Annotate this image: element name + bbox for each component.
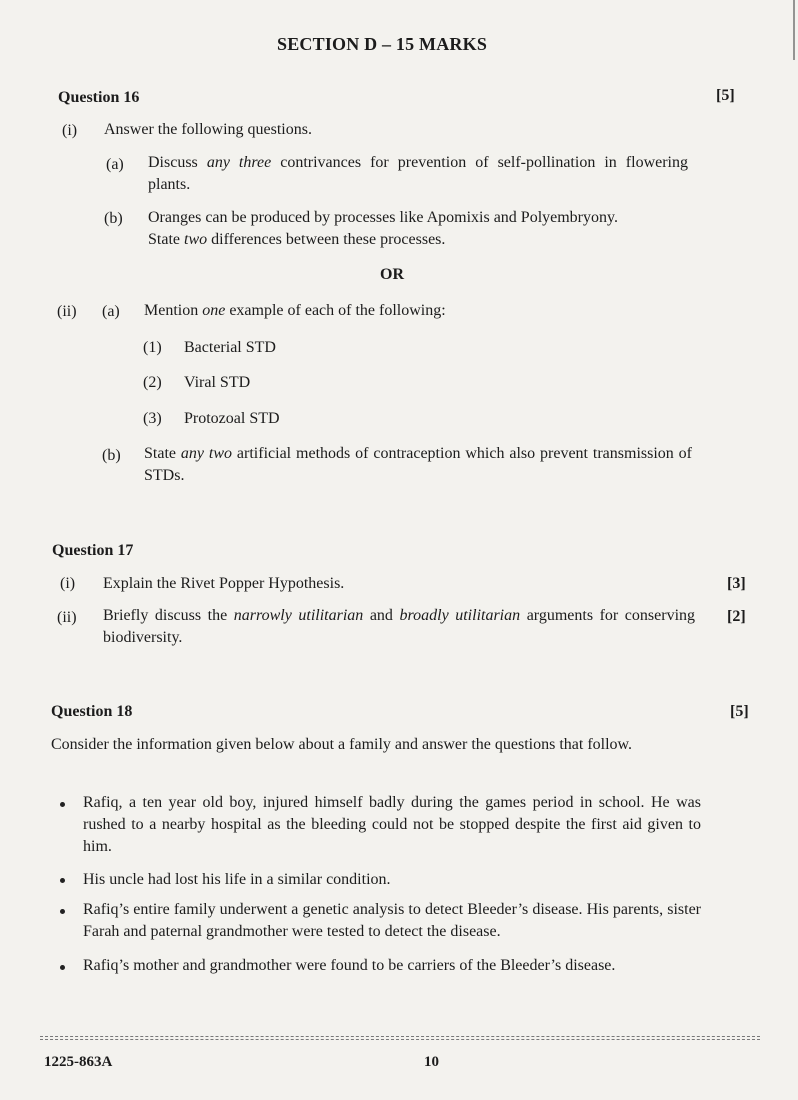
- footer-divider-2: [40, 1039, 760, 1040]
- footer-divider: [40, 1036, 760, 1037]
- q16-i-label: (i): [62, 122, 78, 139]
- q18-bullet-3: Rafiq’s entire family underwent a genetic analysis to detect Bleeder’s disease. His parents, sister Farah and paternal grandmother were tested to detect the disease.: [83, 901, 701, 940]
- q16-ii-b-post: artificial methods of contraception which also prevent transmission of STDs.: [144, 445, 693, 484]
- q18-bullet-4: Rafiq’s mother and grandmother were found to be carriers of the Bleeder’s disease.: [83, 957, 616, 974]
- q17-ii-pre: Briefly discuss the: [103, 607, 234, 624]
- q17-ii-mid: and: [363, 607, 400, 624]
- q16-ii-b-emphasis: any two: [180, 445, 233, 462]
- q16-a-post: contrivances for prevention of self-pollination in flowering plants.: [148, 154, 689, 193]
- q16-ii-b-text: [144, 443, 692, 487]
- q16-ii-label: (ii): [57, 303, 77, 320]
- bullet-1: [60, 802, 65, 807]
- q16-ii-a-label: (a): [102, 303, 120, 320]
- list-item-text-2: Viral STD: [184, 374, 251, 391]
- q16-ii-b-pre: State: [144, 445, 181, 462]
- q16-title: Question 16: [58, 89, 140, 106]
- q16-b-pre: State: [148, 231, 184, 248]
- bullet-3: [60, 909, 65, 914]
- q17-ii-marks: [2]: [727, 608, 746, 625]
- q17-ii-emphasis-1: narrowly utilitarian: [233, 607, 364, 624]
- scan-edge-mark: [793, 0, 795, 60]
- q17-ii-label: (ii): [57, 609, 77, 626]
- q16-i-text: Answer the following questions.: [104, 121, 312, 138]
- q16-a-label: (a): [106, 156, 124, 173]
- list-item-num-3: (3): [143, 410, 162, 427]
- q17-ii-emphasis-2: broadly utilitarian: [399, 607, 521, 624]
- q16-ii-a-emphasis: one: [202, 302, 226, 319]
- q16-a-emphasis: any three: [206, 154, 272, 171]
- bullet-2: [60, 878, 65, 883]
- q18-bullet-1: Rafiq, a ten year old boy, injured himself badly during the games period in school. He was rushed to a nearby hospital as the bleeding could not be stopped despite the first aid given to him.: [83, 794, 701, 855]
- q16-ii-a-post: example of each of the following:: [225, 302, 446, 319]
- q17-i-marks: [3]: [727, 575, 746, 592]
- or-separator: OR: [380, 266, 404, 283]
- q16-a-pre: Discuss: [148, 154, 207, 171]
- section-title: SECTION D – 15 MARKS: [277, 34, 488, 54]
- q16-b-post: differences between these processes.: [207, 231, 446, 248]
- list-item-text-3: Protozoal STD: [184, 410, 280, 427]
- list-item-num-1: (1): [143, 339, 162, 356]
- list-item-text-1: Bacterial STD: [184, 339, 276, 356]
- q16-b-label: (b): [104, 210, 123, 227]
- q16-marks: [5]: [716, 87, 735, 104]
- q18-bullet-2: His uncle had lost his life in a similar condition.: [83, 871, 391, 888]
- q16-ii-a-text: [144, 302, 446, 320]
- q16-ii-b-label: (b): [102, 447, 121, 464]
- q17-ii-post: arguments for conserving biodiversity.: [103, 607, 696, 646]
- q16-a-text: [148, 152, 688, 196]
- q16-ii-a-pre: Mention: [144, 302, 203, 319]
- q16-b-line1: Oranges can be produced by processes like Apomixis and Polyembryony.: [148, 209, 618, 226]
- q18-title: Question 18: [51, 703, 133, 720]
- q17-title: Question 17: [52, 542, 134, 559]
- paper-code: 1225-863A: [44, 1054, 113, 1070]
- bullet-4: [60, 965, 65, 970]
- page-number: 10: [424, 1054, 439, 1070]
- q16-b-emphasis: two: [184, 231, 208, 248]
- q16-b-line2: [148, 231, 445, 249]
- list-item-num-2: (2): [143, 374, 162, 391]
- q17-ii-text: [103, 605, 695, 649]
- q17-i-text: Explain the Rivet Popper Hypothesis.: [103, 575, 345, 592]
- q18-intro: Consider the information given below about a family and answer the questions that follow.: [51, 736, 633, 753]
- q18-marks: [5]: [730, 703, 749, 720]
- q17-i-label: (i): [60, 575, 76, 592]
